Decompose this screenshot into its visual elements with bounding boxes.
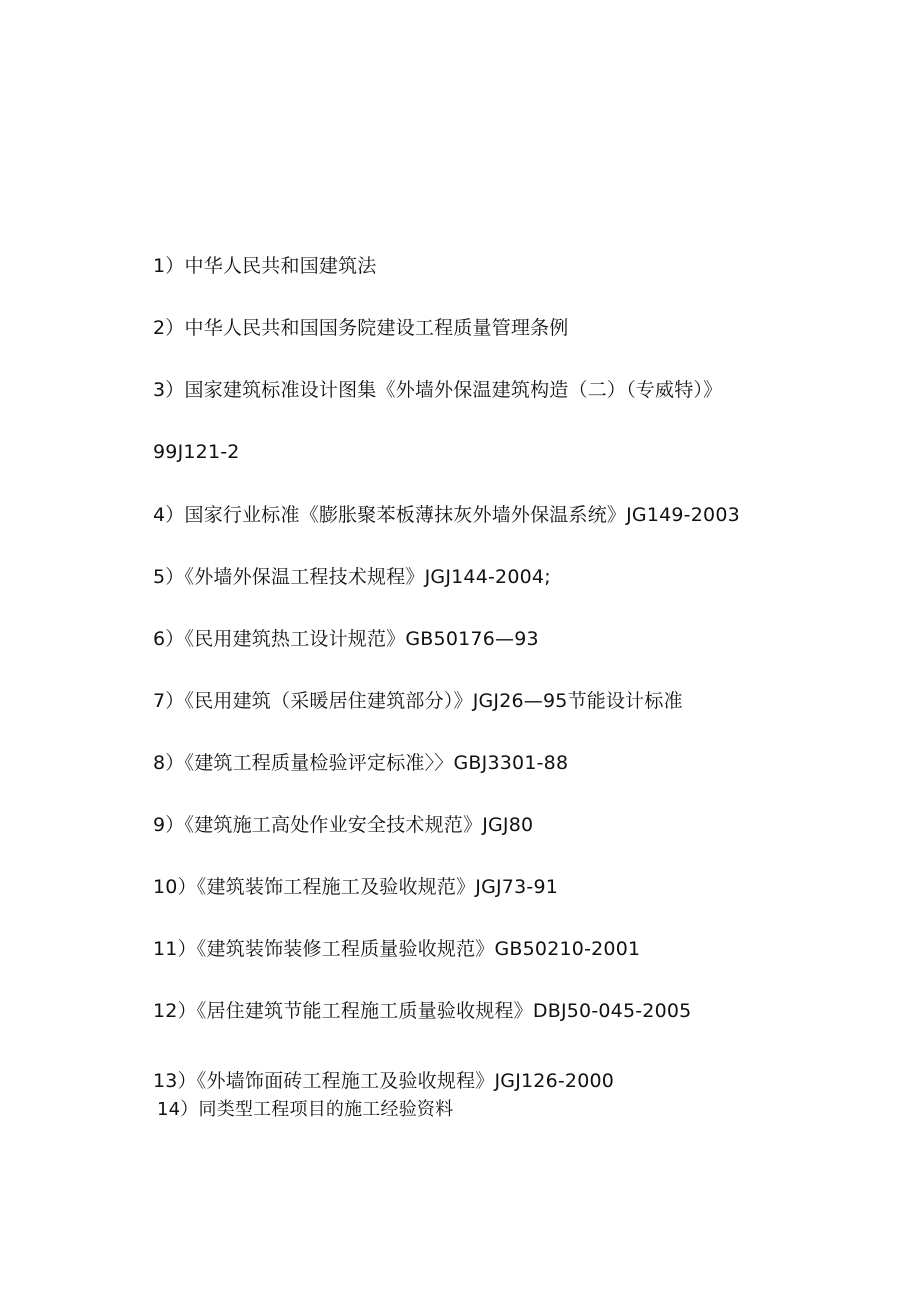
reference-item-8: 8）《建筑工程质量检验评定标准〉〉GBJ3301-88 [153,752,569,774]
reference-item-1: 1）中华人民共和国建筑法 [153,255,377,277]
reference-item-2: 2）中华人民共和国国务院建设工程质量管理条例 [153,317,569,339]
reference-item-5: 5）《外墙外保温工程技术规程》JGJ144-2004; [153,566,551,588]
reference-item-11: 11）《建筑装饰装修工程质量验收规范》GB50210-2001 [153,938,641,960]
reference-item-3-continuation: 99J121-2 [153,441,240,463]
reference-item-13: 13）《外墙饰面砖工程施工及验收规程》JGJ126-2000 [153,1070,615,1092]
reference-item-14: 14）同类型工程项目的施工经验资料 [157,1099,454,1120]
reference-item-7: 7）《民用建筑（采暖居住建筑部分）》JGJ26—95节能设计标准 [153,690,683,712]
reference-item-9: 9）《建筑施工高处作业安全技术规范》JGJ80 [153,814,534,836]
reference-item-12: 12）《居住建筑节能工程施工质量验收规程》DBJ50-045-2005 [153,1000,692,1022]
reference-item-3: 3）国家建筑标准设计图集《外墙外保温建筑构造（二）（专威特）》 [153,379,723,401]
reference-item-6: 6）《民用建筑热工设计规范》GB50176—93 [153,628,539,650]
reference-item-4: 4）国家行业标准《膨胀聚苯板薄抹灰外墙外保温系统》JG149-2003 [153,504,740,526]
reference-item-10: 10）《建筑装饰工程施工及验收规范》JGJ73-91 [153,876,559,898]
